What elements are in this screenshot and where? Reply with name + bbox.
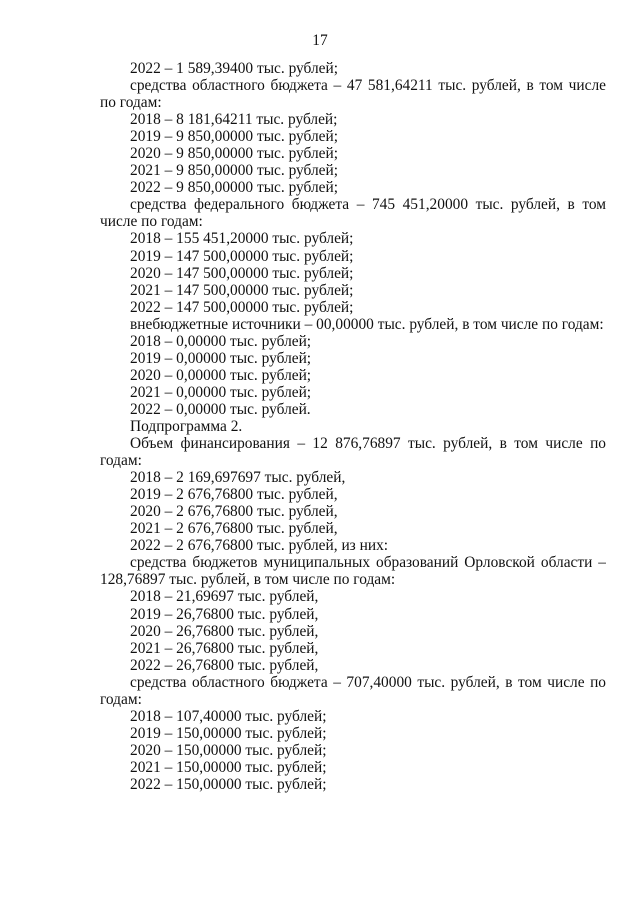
text-line: внебюджетные источники – 00,00000 тыс. рублей, в том числе по годам: [130,315,604,333]
text-line: 2021 – 147 500,00000 тыс. рублей; [130,281,354,299]
text-line: Подпрограмма 2. [130,417,243,435]
text-line: 2018 – 8 181,64211 тыс. рублей; [130,111,338,129]
text-line: годам: [100,690,142,708]
text-line: 2022 – 26,76800 тыс. рублей, [130,656,319,674]
text-line: годам: [100,452,142,470]
text-line: 2019 – 2 676,76800 тыс. рублей, [130,486,338,504]
text-line: средства областного бюджета – 707,40000 тыс. рублей, в том числе по [130,673,606,691]
text-line: 2020 – 26,76800 тыс. рублей, [130,622,319,640]
text-line: 2018 – 0,00000 тыс. рублей; [130,332,312,350]
text-line: 2022 – 1 589,39400 тыс. рублей; [130,60,339,77]
text-line: 2019 – 9 850,00000 тыс. рублей; [130,128,339,146]
text-line: 2020 – 2 676,76800 тыс. рублей, [130,503,338,521]
page-number: 17 [312,32,328,49]
text-line: 2022 – 0,00000 тыс. рублей. [130,400,311,418]
text-line: средства федерального бюджета – 745 451,20000 тыс. рублей, в том [130,196,606,214]
text-line: 2019 – 0,00000 тыс. рублей; [130,349,312,367]
text-line: 2019 – 26,76800 тыс. рублей, [130,605,319,623]
text-line: 2021 – 26,76800 тыс. рублей, [130,639,319,657]
text-line: средства бюджетов муниципальных образований Орловской области – [130,554,606,572]
text-line: по годам: [100,94,162,112]
text-line: 2022 – 9 850,00000 тыс. рублей; [130,179,339,197]
text-line: 2018 – 155 451,20000 тыс. рублей; [130,230,354,248]
text-line: 2019 – 147 500,00000 тыс. рублей; [130,247,354,265]
text-line: средства областного бюджета – 47 581,64211 тыс. рублей, в том числе [130,77,606,95]
text-line: 2018 – 107,40000 тыс. рублей; [130,707,327,725]
text-line: 2020 – 9 850,00000 тыс. рублей; [130,145,339,163]
text-line: 2021 – 150,00000 тыс. рублей; [130,758,327,776]
text-line: 2022 – 2 676,76800 тыс. рублей, из них: [130,537,389,555]
document-body [100,60,606,793]
text-line: 2021 – 0,00000 тыс. рублей; [130,383,312,401]
text-line: 2020 – 150,00000 тыс. рублей; [130,741,327,759]
text-line: 2022 – 147 500,00000 тыс. рублей; [130,298,354,316]
text-line: 2020 – 0,00000 тыс. рублей; [130,366,312,384]
text-line: 2021 – 9 850,00000 тыс. рублей; [130,162,339,180]
text-line: 2022 – 150,00000 тыс. рублей; [130,775,327,793]
text-line: 2020 – 147 500,00000 тыс. рублей; [130,264,354,282]
text-line: 2018 – 21,69697 тыс. рублей, [130,588,319,606]
text-line: 128,76897 тыс. рублей, в том числе по годам: [100,571,396,589]
text-line: 2018 – 2 169,697697 тыс. рублей, [130,469,346,487]
text-line: числе по годам: [100,213,203,231]
text-line: Объем финансирования – 12 876,76897 тыс. рублей, в том числе по [130,435,606,453]
text-line: 2021 – 2 676,76800 тыс. рублей, [130,520,338,538]
text-line: 2019 – 150,00000 тыс. рублей; [130,724,327,742]
